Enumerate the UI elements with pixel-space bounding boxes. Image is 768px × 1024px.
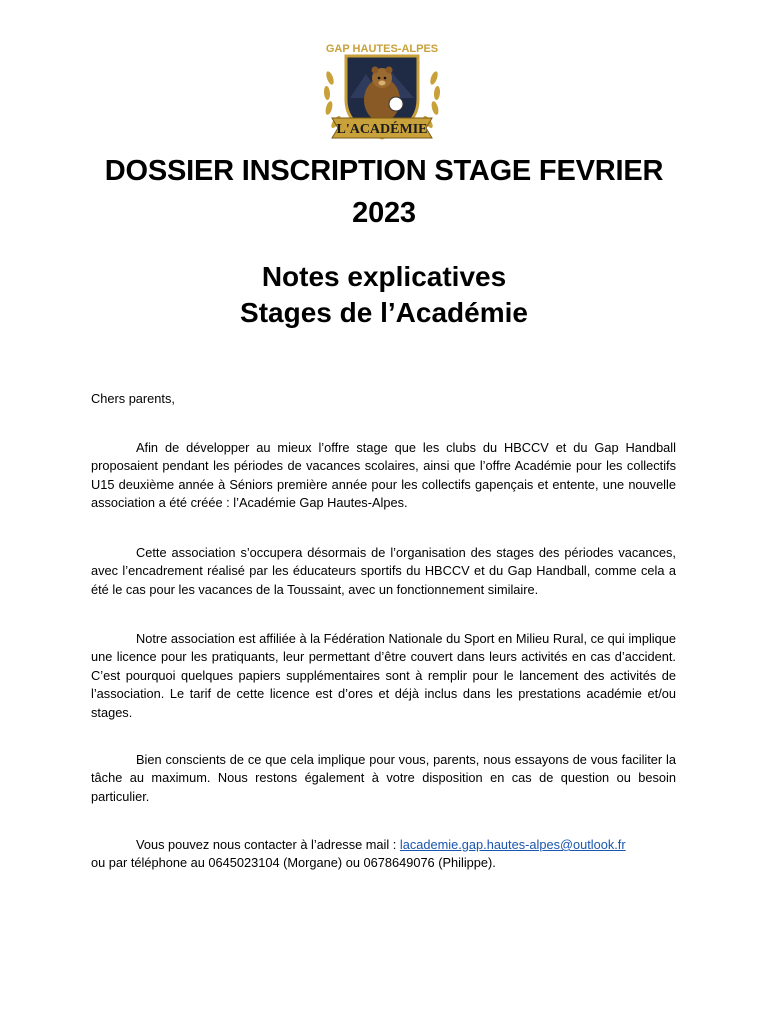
- paragraph-3-text: Notre association est affiliée à la Fédération Nationale du Sport en Milieu Rural, ce qui implique une licence pour les pratiquants, leur permettant d’être couvert dans leurs activités en cas d’accident. C’est pourquoi quelques papiers supplémentaires sont à remplir pour le lancement des activités de l’association. Le tarif de cette licence est d’ores et déjà inclus dans les prestations académie et/ou stages.: [91, 631, 676, 720]
- greeting: [91, 390, 676, 408]
- contact-prefix: Vous pouvez nous contacter à l’adresse mail :: [136, 837, 400, 852]
- paragraph-4: [91, 751, 676, 806]
- paragraph-2: [91, 544, 676, 599]
- logo-banner-text: L'ACADÉMIE: [336, 122, 428, 137]
- paragraph-4-text: Bien conscients de ce que cela implique pour vous, parents, nous essayons de vous faciliter la tâche au maximum. Nous restons également à votre disposition en cas de question ou besoin particulier.: [91, 752, 676, 804]
- title-line-1: DOSSIER INSCRIPTION STAGE FEVRIER: [104, 155, 664, 187]
- contact-line-1: [91, 836, 676, 854]
- paragraph-3: [91, 630, 676, 722]
- logo-top-text: GAP HAUTES-ALPES: [325, 43, 439, 55]
- handball-icon: [389, 97, 403, 111]
- paragraph-1-text: Afin de développer au mieux l’offre stage que les clubs du HBCCV et du Gap Handball proposaient pendant les périodes de vacances scolaires, ainsi que l’offre Académie pour les collectifs U15 deuxième année à Séniors première année pour les collectifs gapençais et entente, une nouvelle association a été créée : l’Académie Gap Hautes-Alpes.: [91, 440, 676, 511]
- subtitle-line-2: Stages de l’Académie: [240, 297, 528, 328]
- subtitle-line-1: Notes explicatives: [261, 261, 507, 292]
- title-line-2: 2023: [352, 197, 416, 229]
- greeting-text: Chers parents,: [91, 391, 175, 406]
- academie-logo: [318, 38, 446, 146]
- email-link[interactable]: lacademie.gap.hautes-alpes@outlook.fr: [399, 837, 626, 852]
- contact-phone-line: ou par téléphone au 0645023104 (Morgane) ou 0678649076 (Philippe).: [91, 855, 496, 871]
- document-title: [60, 150, 708, 234]
- paragraph-1: [91, 439, 676, 513]
- document-subtitle: [60, 259, 708, 331]
- paragraph-2-text: Cette association s’occupera désormais de l’organisation des stages des périodes vacances, avec l’encadrement réalisé par les éducateurs sportifs du HBCCV et du Gap Handball, comme cela a été le cas pour les vacances de la Toussaint, avec un fonctionnement similaire.: [91, 545, 676, 597]
- contact-paragraph: [91, 836, 676, 873]
